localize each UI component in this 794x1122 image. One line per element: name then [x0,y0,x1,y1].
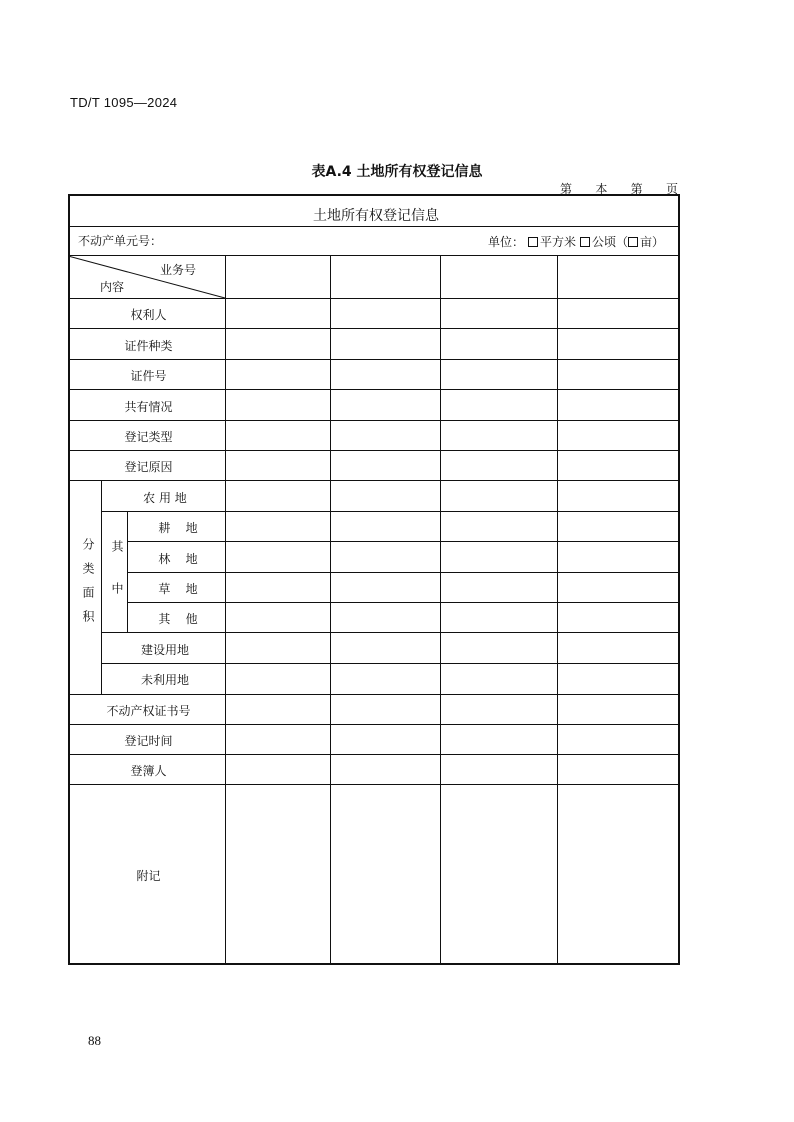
header-business-number: 业务号 [160,263,197,277]
mu-checkbox[interactable] [628,237,638,247]
business-number-cell-3[interactable] [443,258,559,300]
page-prefix: 第 [630,182,643,196]
square-meter-label: 平方米 [539,235,576,249]
row-label-registration-time: 登记时间 [124,734,173,748]
area-unit-prefix: 单位： [487,235,524,249]
row-label-certificate-type: 证件种类 [124,339,173,353]
row-label-other-land: 其 他 [158,612,198,626]
page-word: 页 [665,182,678,196]
row-label-unused-land: 未利用地 [140,673,189,687]
row-label-construction-land: 建设用地 [140,643,189,657]
row-label-co-ownership: 共有情况 [124,400,173,414]
row-label-certificate-number: 证件号 [130,369,167,383]
hectare-checkbox[interactable] [580,237,590,247]
business-number-cell-1[interactable] [228,258,332,300]
area-unit-selector [488,233,664,250]
row-label-remarks: 附记 [136,869,161,883]
row-label-forest-land: 林 地 [158,552,198,566]
remarks-entry-column-1[interactable] [228,787,332,965]
property-unit-number-label: 不动产单元号： [78,234,163,248]
business-number-cell-2[interactable] [333,258,442,300]
volume-prefix: 第 [560,182,573,196]
standard-code: TD/T 1095—2024 [70,95,178,110]
business-number-cell-4[interactable] [560,258,680,300]
row-group-category-area: 分类面积 [81,538,95,634]
registration-form [68,194,680,965]
row-label-agricultural-land: 农 用 地 [143,491,187,505]
row-group-of-which: 其中 [110,540,124,624]
header-diagonal [68,256,225,298]
row-label-recorder: 登簿人 [130,764,167,778]
remarks-entry-column-2[interactable] [333,787,442,965]
row-label-registration-type: 登记类型 [124,430,173,444]
row-label-certificate-no: 不动产权证书号 [106,704,191,718]
form-title: 土地所有权登记信息 [313,208,439,224]
row-label-grassland: 草 地 [158,582,198,596]
volume-word: 本 [595,182,608,196]
hectare-label: 公顷（ [591,235,628,249]
row-label-right-holder: 权利人 [130,308,167,322]
square-meter-checkbox[interactable] [528,237,538,247]
row-label-cultivated-land: 耕 地 [158,521,198,535]
remarks-entry-column-4[interactable] [560,787,680,965]
header-content: 内容 [100,280,125,294]
row-label-registration-reason: 登记原因 [124,460,173,474]
mu-label: 亩） [639,235,664,249]
table-caption: 表A.4 土地所有权登记信息 [311,164,483,180]
page-number: 88 [88,1033,101,1048]
remarks-entry-column-3[interactable] [443,787,559,965]
